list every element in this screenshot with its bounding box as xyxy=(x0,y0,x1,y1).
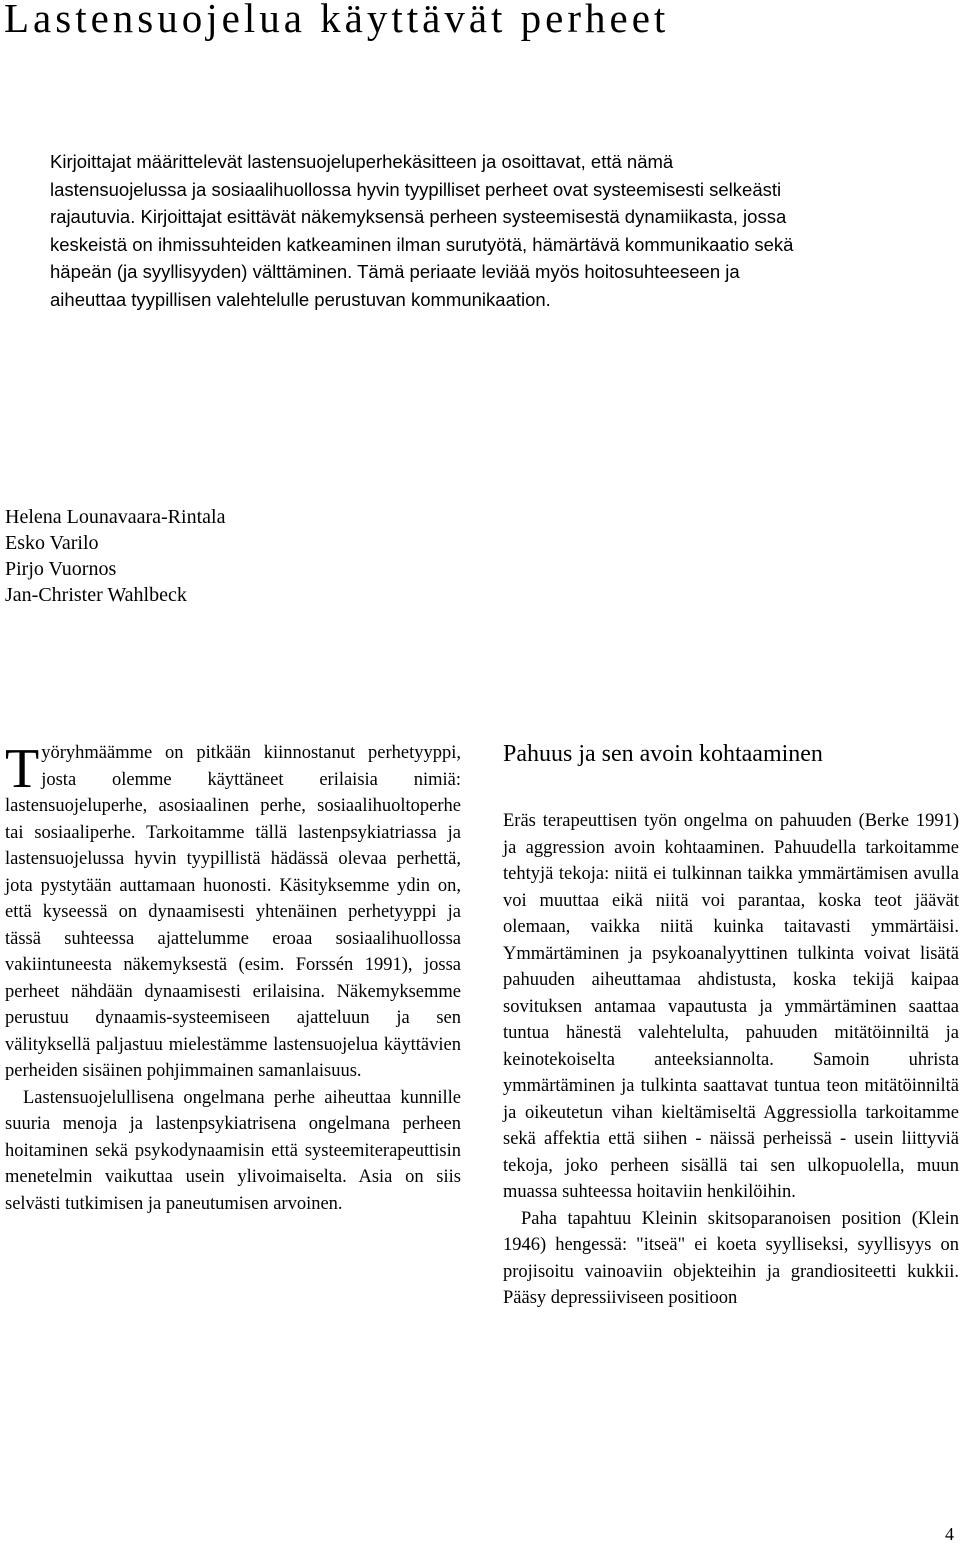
page-number: 4 xyxy=(945,1524,954,1544)
author-name: Jan-Christer Wahlbeck xyxy=(5,584,187,606)
author-list xyxy=(5,504,225,608)
abstract-text: Kirjoittajat määrittelevät lastensuojeluperhekäsitteen ja osoittavat, että nämä lastensuojelussa ja sosiaalihuollossa hyvin tyypilliset perheet ovat systeemisesti selkeästi rajautuvia. Kirjoittajat esittävät näkemyksensä perheen systeemisestä dynamiikasta, jossa keskeistä on ihmissuhteiden katkeaminen ilman surutyötä, hämärtävä kommunikaatio sekä häpeän (ja syyllisyyden) välttäminen. Tämä periaate leviää myös hoitosuhteeseen ja aiheuttaa tyypillisen valehtelulle perustuvan kommunikaation. xyxy=(50,151,794,310)
author-name: Helena Lounavaara-Rintala xyxy=(5,506,226,528)
body-paragraph: Lastensuojelullisena ongelmana perhe aiheuttaa kunnille suuria menoja ja lastenpsykiatrisena ongelmana perheen hoitaminen sekä psykodynaamisin että systeemiterapeuttisin menetelmin vaikuttaa usein ylivoimaiselta. Asia on siis selvästi tutkimisen ja paneutumisen arvoinen. xyxy=(5,1087,461,1214)
drop-cap: T xyxy=(5,738,40,800)
right-column xyxy=(503,740,959,1312)
intro-paragraph xyxy=(5,740,461,1085)
page-title: Lastensuojelua käyttävät perheet xyxy=(4,0,670,41)
left-column xyxy=(5,740,461,1217)
body-paragraph: Paha tapahtuu Kleinin skitsoparanoisen position (Klein 1946) hengessä: "itseä" ei koeta syylliseksi, syyllisyys on projisoitu vainoaviin objekteihin ja grandiositeetti kukkii. Pääsy depressiiviseen positioon xyxy=(503,1208,959,1308)
author-name: Pirjo Vuornos xyxy=(5,558,117,580)
abstract xyxy=(50,148,810,313)
intro-paragraph-text: yöryhmäämme on pitkään kiinnostanut perhetyyppi, josta olemme käyttäneet erilaisia nimiä: lastensuojeluperhe, asosiaalinen perhe, sosiaalihuoltoperhe tai sosiaaliperhe. Tarkoitamme tällä lastenpsykiatriassa ja lastensuojelussa hyvin tyypillistä hädässä olevaa perhettä, jota pystytään auttamaan huonosti. Käsityksemme ydin on, että kyseessä on dynaamisesti yhtenäinen perhetyyppi ja tässä suhteessa ajattelumme eroaa sosiaalihuollossa vakiintuneesta näkemyksestä (esim. Forssén 1991), jossa perheet nähdään dynaamisesti erilaisina. Näkemyksemme perustuu dynaamis-systeemiseen ajatteluun ja sen välityksellä paljastuu mielestämme lastensuojelua käyttävien perheiden sisäinen pohjimmainen samanlaisuus. xyxy=(5,743,461,1081)
section-heading: Pahuus ja sen avoin kohtaaminen xyxy=(503,741,823,767)
body-paragraph: Eräs terapeuttisen työn ongelma on pahuuden (Berke 1991) ja aggression avoin kohtaaminen. Pahuudella tarkoitamme tehtyjä tekoja: niitä ei tulkinnan taikka ymmärtämisen avulla voi muuttaa eikä niitä voi parantaa, koska teot jäävät olemaan, vaikka niitä kuinka taitavasti ymmärtäisi. Ymmärtäminen ja psykoanalyyttinen tulkinta voivat lisätä pahuuden aiheuttamaa ahdistusta, koska tekijä kaipaa sovituksen antamaa vapautusta ja ymmärtäminen saattaa tuntua hänestä valehtelulta, pahuuden mitätöinniltä ja keinotekoiselta anteeksiannolta. Samoin uhrista ymmärtäminen ja tulkinta saattavat tuntua teon mitätöinniltä ja oikeutetun vihan kieltämiseltä Aggressiolla tarkoitamme sekä affektia että siihen - näissä perheissä - usein liittyviä tekoja, joko perheen sisällä tai sen ulkopuolella, muun muassa suhteessa hoitaviin henkilöihin. xyxy=(503,811,959,1202)
author-name: Esko Varilo xyxy=(5,532,99,554)
